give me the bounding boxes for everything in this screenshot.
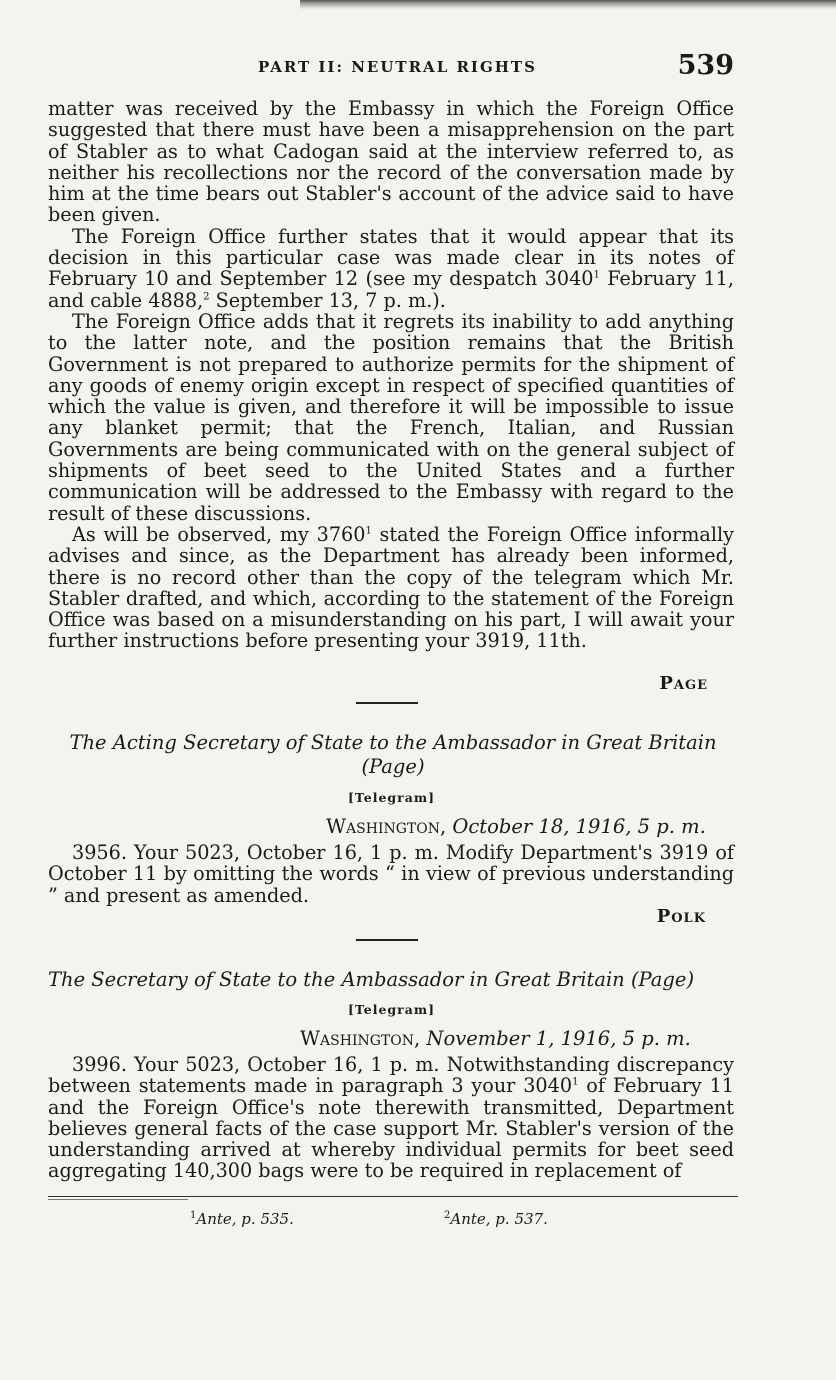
footnote-ref: 1: [572, 1076, 579, 1088]
text-run: September 13, 7 p. m.).: [209, 288, 446, 312]
scan-edge-artifact: [300, 0, 836, 10]
dateline: [300, 1027, 691, 1050]
footnote-mark: 1: [190, 1210, 197, 1221]
doc-heading-secretary: The Secretary of State to the Ambassador in Great Britain (Page): [48, 968, 695, 991]
footnote-ref: 2: [203, 291, 210, 303]
signature-polk: Polk: [656, 906, 706, 927]
paragraph-foreign-office-adds: The Foreign Office adds that it regrets its inability to add anything to the latter note, and the position remains that the British Government is not prepared to authorize permits for the shipment of any goods of enemy origin except in respect of specified quantities of which the value is given, and therefore it will be impossible to issue any blanket permit; that the French, Italian, and Russian Governments are being communicated with on the general subject of shipments of beet seed to the United States and a further communication will be addressed to the Embassy with regard to the result of these discussions.: [48, 309, 734, 525]
text-run: stated the Foreign Office informally advises and since, as the Department has already been informed, there is no record other than the copy of the telegram which Mr. Stabler drafted, and which, according to the statement of the Foreign Office was based on a misunderstanding on his part, I will await your further instructions before presenting your 3919, 11th.: [48, 522, 734, 653]
footnote-mark: 2: [444, 1210, 451, 1221]
doc-heading-acting-secretary: [48, 731, 738, 779]
dateline-date: October 18, 1916, 5 p. m.: [452, 815, 706, 838]
footnote-text: Ante, p. 537.: [450, 1210, 548, 1228]
footnote-2: [444, 1210, 548, 1228]
heading-line: (Page): [361, 755, 425, 778]
text-run: of February 11 and the Foreign Office's note therewith transmitted, Department believes general facts of the case support Mr. Stabler's version of the understanding arrived at whereby individual permits for beet seed aggregating 140,300 bags were to be required in replacement of: [48, 1074, 735, 1183]
footnote-text: Ante, p. 535.: [196, 1210, 294, 1228]
signature-page: Page: [659, 673, 708, 694]
telegram-label: [Telegram]: [348, 1002, 436, 1017]
page-header: [48, 48, 738, 88]
body-text-telegram-3956: [48, 842, 734, 906]
paragraph-foreign-office-states: [48, 226, 734, 311]
heading-line: The Acting Secretary of State to the Ambassador in Great Britain: [69, 731, 717, 754]
footnote-rule: [48, 1196, 738, 1197]
body-text-section-1: [48, 98, 734, 652]
dateline-place: Washington,: [300, 1027, 421, 1050]
text-run: February 11, and cable 4888,: [48, 267, 734, 312]
footnote-ref: 1: [365, 525, 372, 537]
paragraph-telegram-3956: 3956. Your 5023, October 16, 1 p. m. Modify Department's 3919 of October 11 by omitting the words “ in view of previous understanding ” and present as amended.: [48, 841, 734, 907]
section-divider: [356, 702, 418, 704]
paragraph-continued: matter was received by the Embassy in which the Foreign Office suggested that there must have been a misapprehension on the part of Stabler as to what Cadogan said at the interview referred to, as neither his recollections nor the record of the conversation made by him at the time bears out Stabler's account of the advice said to have been given.: [48, 97, 734, 227]
page-number: 539: [677, 50, 734, 81]
running-head: PART II: NEUTRAL RIGHTS: [258, 58, 537, 76]
text-run: 3996. Your 5023, October 16, 1 p. m. Notwithstanding discrepancy between statements made in paragraph 3 your 3040: [48, 1053, 734, 1098]
dateline-place: Washington,: [326, 815, 447, 838]
dateline: [326, 815, 706, 838]
paragraph-telegram-3996: [48, 1054, 734, 1182]
text-run: The Foreign Office further states that it would appear that its decision in this particular case was made clear in its notes of February 10 and September 12 (see my despatch 3040: [48, 224, 734, 291]
telegram-label: [Telegram]: [348, 790, 436, 805]
footnote-1: [190, 1210, 294, 1228]
footnote-rule-short: [48, 1199, 188, 1200]
dateline-date: November 1, 1916, 5 p. m.: [426, 1027, 691, 1050]
paragraph-as-will-be-observed: [48, 524, 734, 652]
section-divider: [356, 939, 418, 941]
text-run: As will be observed, my 3760: [72, 522, 366, 546]
body-text-telegram-3996: [48, 1054, 734, 1182]
footnote-ref: 1: [593, 269, 600, 281]
